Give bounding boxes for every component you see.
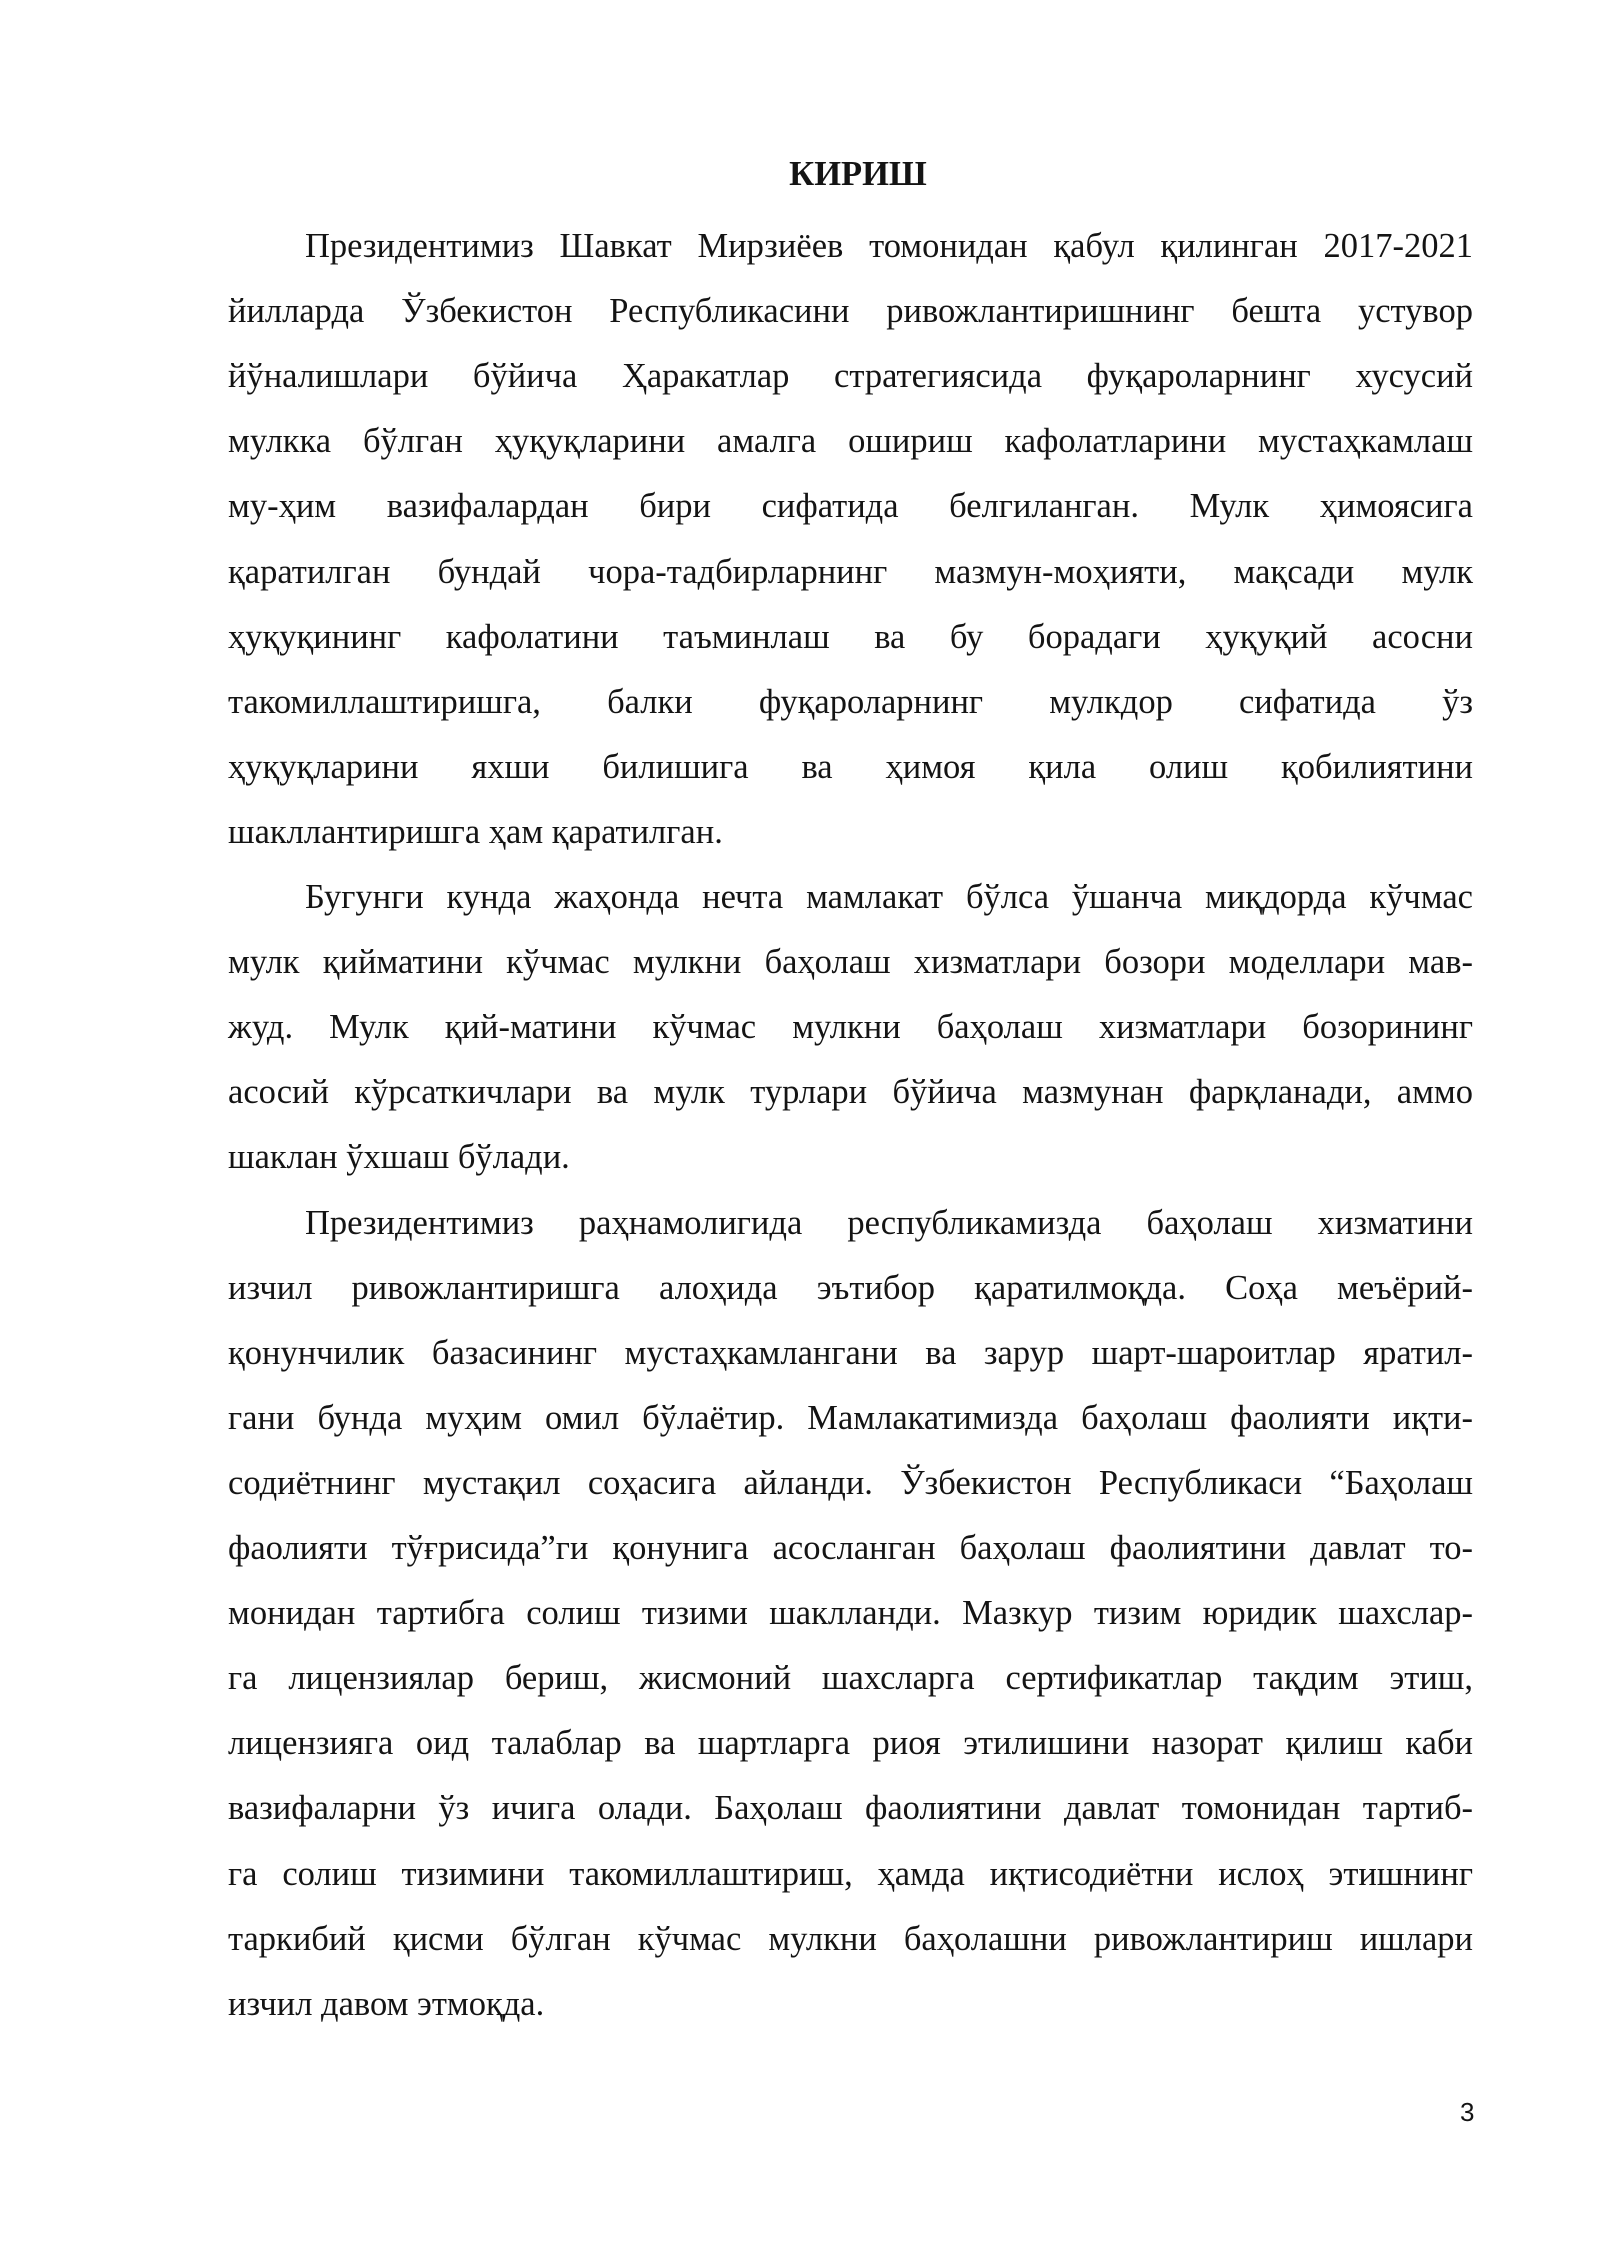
text-line: мулкка бўлган ҳуқуқларини амалга ошириш кафолатларини мустаҳкамлаш: [228, 422, 1473, 461]
text-line: монидан тартибга солиш тизими шаклланди. Мазкур тизим юридик шахслар-: [228, 1594, 1473, 1633]
text-line: йўналишлари бўйича Ҳаракатлар стратегиясида фуқароларнинг хусусий: [228, 357, 1473, 396]
page-number: 3: [1460, 2097, 1475, 2127]
text-line: таркибий қисми бўлган кўчмас мулкни баҳолашни ривожлантириш ишлари: [228, 1919, 1473, 1958]
text-line: асосий кўрсаткичлари ва мулк турлари бўйича мазмунан фарқланади, аммо: [228, 1073, 1473, 1112]
text-line: га солиш тизимини такомиллаштириш, ҳамда иқтисодиётни ислоҳ этишнинг: [228, 1854, 1473, 1893]
text-line: такомиллаштиришга, балки фуқароларнинг мулкдор сифатида ўз: [228, 682, 1473, 721]
text-line: му-ҳим вазифалардан бири сифатида белгиланган. Мулк ҳимоясига: [228, 487, 1473, 526]
text-line: шаклан ўхшаш бўлади.: [228, 1138, 570, 1177]
text-line: мулк қийматини кўчмас мулкни баҳолаш хизматлари бозори моделлари мав-: [228, 943, 1473, 982]
text-line: йилларда Ўзбекистон Республикасини ривожлантиришнинг бешта устувор: [228, 292, 1473, 331]
text-line: Бугунги кунда жаҳонда нечта мамлакат бўлса ўшанча миқдорда кўчмас: [305, 878, 1473, 916]
text-line: изчил давом этмоқда.: [228, 1984, 545, 2023]
text-line: лицензияга оид талаблар ва шартларга риоя этилишини назорат қилиш каби: [228, 1724, 1473, 1763]
text-line: қонунчилик базасининг мустаҳкамлангани ва зарур шарт-шароитлар яратил-: [228, 1333, 1473, 1372]
text-line: ҳуқуқининг кафолатини таъминлаш ва бу борадаги ҳуқуқий асосни: [228, 617, 1473, 656]
text-line: Президентимиз раҳнамолигида республикамизда баҳолаш хизматини: [305, 1203, 1473, 1242]
text-line: ҳуқуқларини яхши билишига ва ҳимоя қила олиш қобилиятини: [228, 747, 1473, 786]
text-line: фаолияти тўғрисида”ги қонунига асосланган баҳолаш фаолиятини давлат то-: [228, 1529, 1473, 1567]
text-line: қаратилган бундай чора-тадбирларнинг мазмун-моҳияти, мақсади мулк: [228, 552, 1473, 591]
text-line: Президентимиз Шавкат Мирзиёев томонидан қабул қилинган 2017-2021: [305, 227, 1473, 265]
text-line: вазифаларни ўз ичига олади. Баҳолаш фаолиятини давлат томонидан тартиб-: [228, 1789, 1473, 1828]
text-line: изчил ривожлантиришга алоҳида эътибор қаратилмоқда. Соҳа меъёрий-: [228, 1268, 1473, 1307]
text-line: жуд. Мулк қий-матини кўчмас мулкни баҳолаш хизматлари бозорининг: [228, 1008, 1473, 1047]
text-line: содиётнинг мустақил соҳасига айланди. Ўзбекистон Республикаси “Баҳолаш: [228, 1463, 1473, 1502]
text-line: га лицензиялар бериш, жисмоний шахсларга сертификатлар тақдим этиш,: [228, 1659, 1473, 1698]
text-line: гани бунда муҳим омил бўлаётир. Мамлакатимизда баҳолаш фаолияти иқти-: [228, 1398, 1473, 1437]
page-title: КИРИШ: [789, 155, 927, 193]
text-line: шакллантиришга ҳам қаратилган.: [228, 812, 723, 851]
